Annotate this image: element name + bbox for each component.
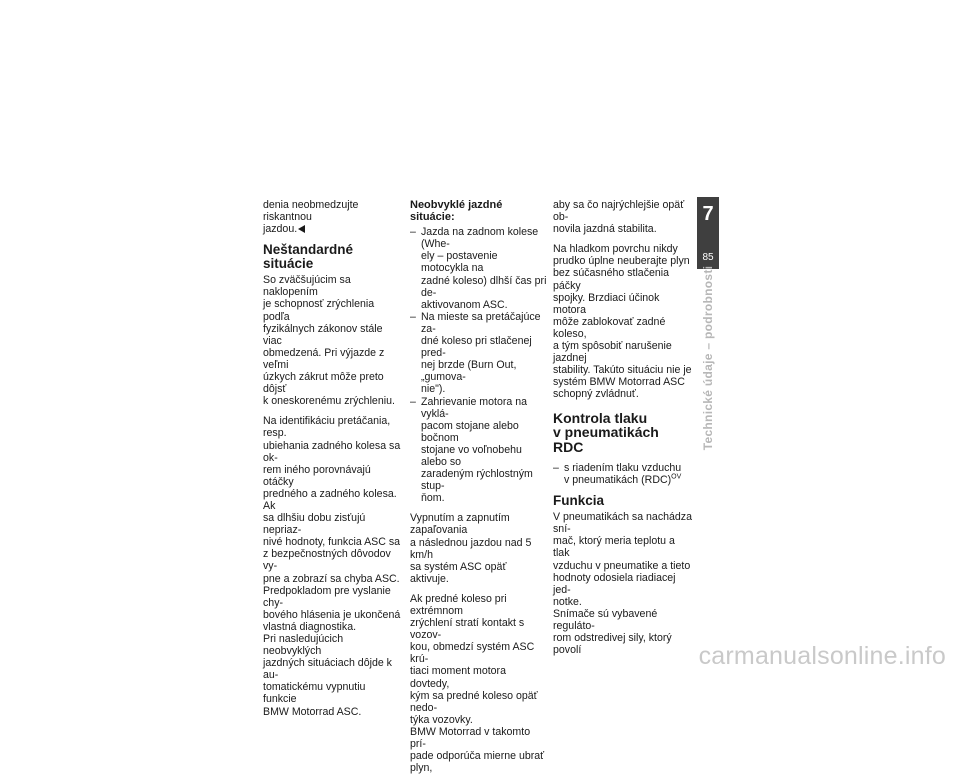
paragraph: Vypnutím a zapnutím zapaľovania a následnou jazdou nad 5 km/h sa systém ASC opäť aktivuje.	[410, 512, 532, 585]
rdc-list	[553, 462, 693, 486]
column-left	[263, 199, 401, 718]
list-item: – Zahrievanie motora na vyklá- pacom stojane alebo bočnom stojane vo voľnobehu alebo so zaradeným rýchlostným stup- ňom.	[410, 396, 548, 505]
paragraph: So zväčšujúcim sa naklopením je schopnosť zrýchlenia podľa fyzikálnych zákonov stále viac obmedzená. Pri výjazde z veľmi úzkych zákrut môže preto dôjsť k oneskorenému zrýchleniu.	[263, 274, 395, 408]
list-item: – Jazda na zadnom kolese (Whe- ely – postavenie motocykla na zadné koleso) dlhší čas pri de- aktivovanom ASC.	[410, 226, 548, 311]
chapter-tab	[697, 197, 719, 269]
paragraph: aby sa čo najrýchlejšie opäť ob- novila jazdná stabilita.	[553, 199, 685, 236]
paragraph: Na identifikáciu pretáčania, resp. ubiehania zadného kolesa sa ok- rem iného porovnávajú otáčky predného a zadného kolesa. Ak sa dlhšiu dobu zisťujú nepriaz- nivé hodnoty, funkcia ASC sa z bezpečnostných dôvodov vy- pne a zobrazí sa chyba ASC. Predpokladom pre vyslanie chy- bového hlásenia je ukončená vlastná diagnostika. Pri nasledujúcich neobvyklých jazdných situáciach dôjde k au- tomatickému vypnutiu funkcie BMW Motorrad ASC.	[263, 415, 401, 718]
subheading-unusual-riding: Neobvyklé jazdné situácie:	[410, 199, 503, 224]
list-item: – Na mieste sa pretáčajúce za- dné koleso pri stlačenej pred- nej brzde (Burn Out, „gumova- nie").	[410, 311, 548, 396]
chapter-number: 7	[702, 203, 714, 225]
situation-list	[410, 226, 548, 504]
list-item: – s riadením tlaku vzduchu v pneumatikách (RDC)$^{OV}$	[553, 462, 693, 486]
chapter-side-label: Technické údaje – podrobnosti	[701, 265, 715, 451]
subheading-function: Funkcia	[553, 493, 605, 509]
section-heading-rdc: Kontrola tlaku v pneumatikách RDC	[553, 409, 659, 455]
paragraph: Na hladkom povrchu nikdy prudko úplne neuberajte plyn bez súčasného stlačenia páčky spojky. Brzdiaci účinok motora môže zablokovať zadné koleso, a tým spôsobiť narušenie jazdnej stability. Takúto situáciu nie je systém BMW Motorrad ASC schopný zvládnuť.	[553, 243, 692, 401]
column-middle	[410, 199, 548, 774]
option-superscript: OV	[671, 473, 682, 481]
page-number: 85	[702, 252, 714, 263]
intro-text: denia neobmedzujte riskantnou jazdou.	[263, 199, 359, 236]
paragraph: V pneumatikách sa nachádza sní- mač, ktorý meria teplotu a tlak vzduchu v pneumatike a tieto hodnoty odosiela riadiacej jed- notke. Snímače sú vybavené reguláto- rom odstredivej sily, ktorý povolí	[553, 511, 692, 657]
watermark: carmanualsonline.info	[698, 642, 946, 670]
paragraph: Ak predné koleso pri extrémnom zrýchlení stratí kontakt s vozov- kou, obmedzí systém ASC krú- tiaci moment motora dovtedy, kým sa predné koleso opäť nedo- týka vozovky. BMW Motorrad v takomto prí- pade odporúča mierne ubrať plyn,	[410, 592, 545, 774]
end-of-section-icon	[298, 225, 305, 233]
column-right	[553, 199, 693, 656]
section-heading-unusual: Neštandardné situácie	[263, 242, 354, 272]
